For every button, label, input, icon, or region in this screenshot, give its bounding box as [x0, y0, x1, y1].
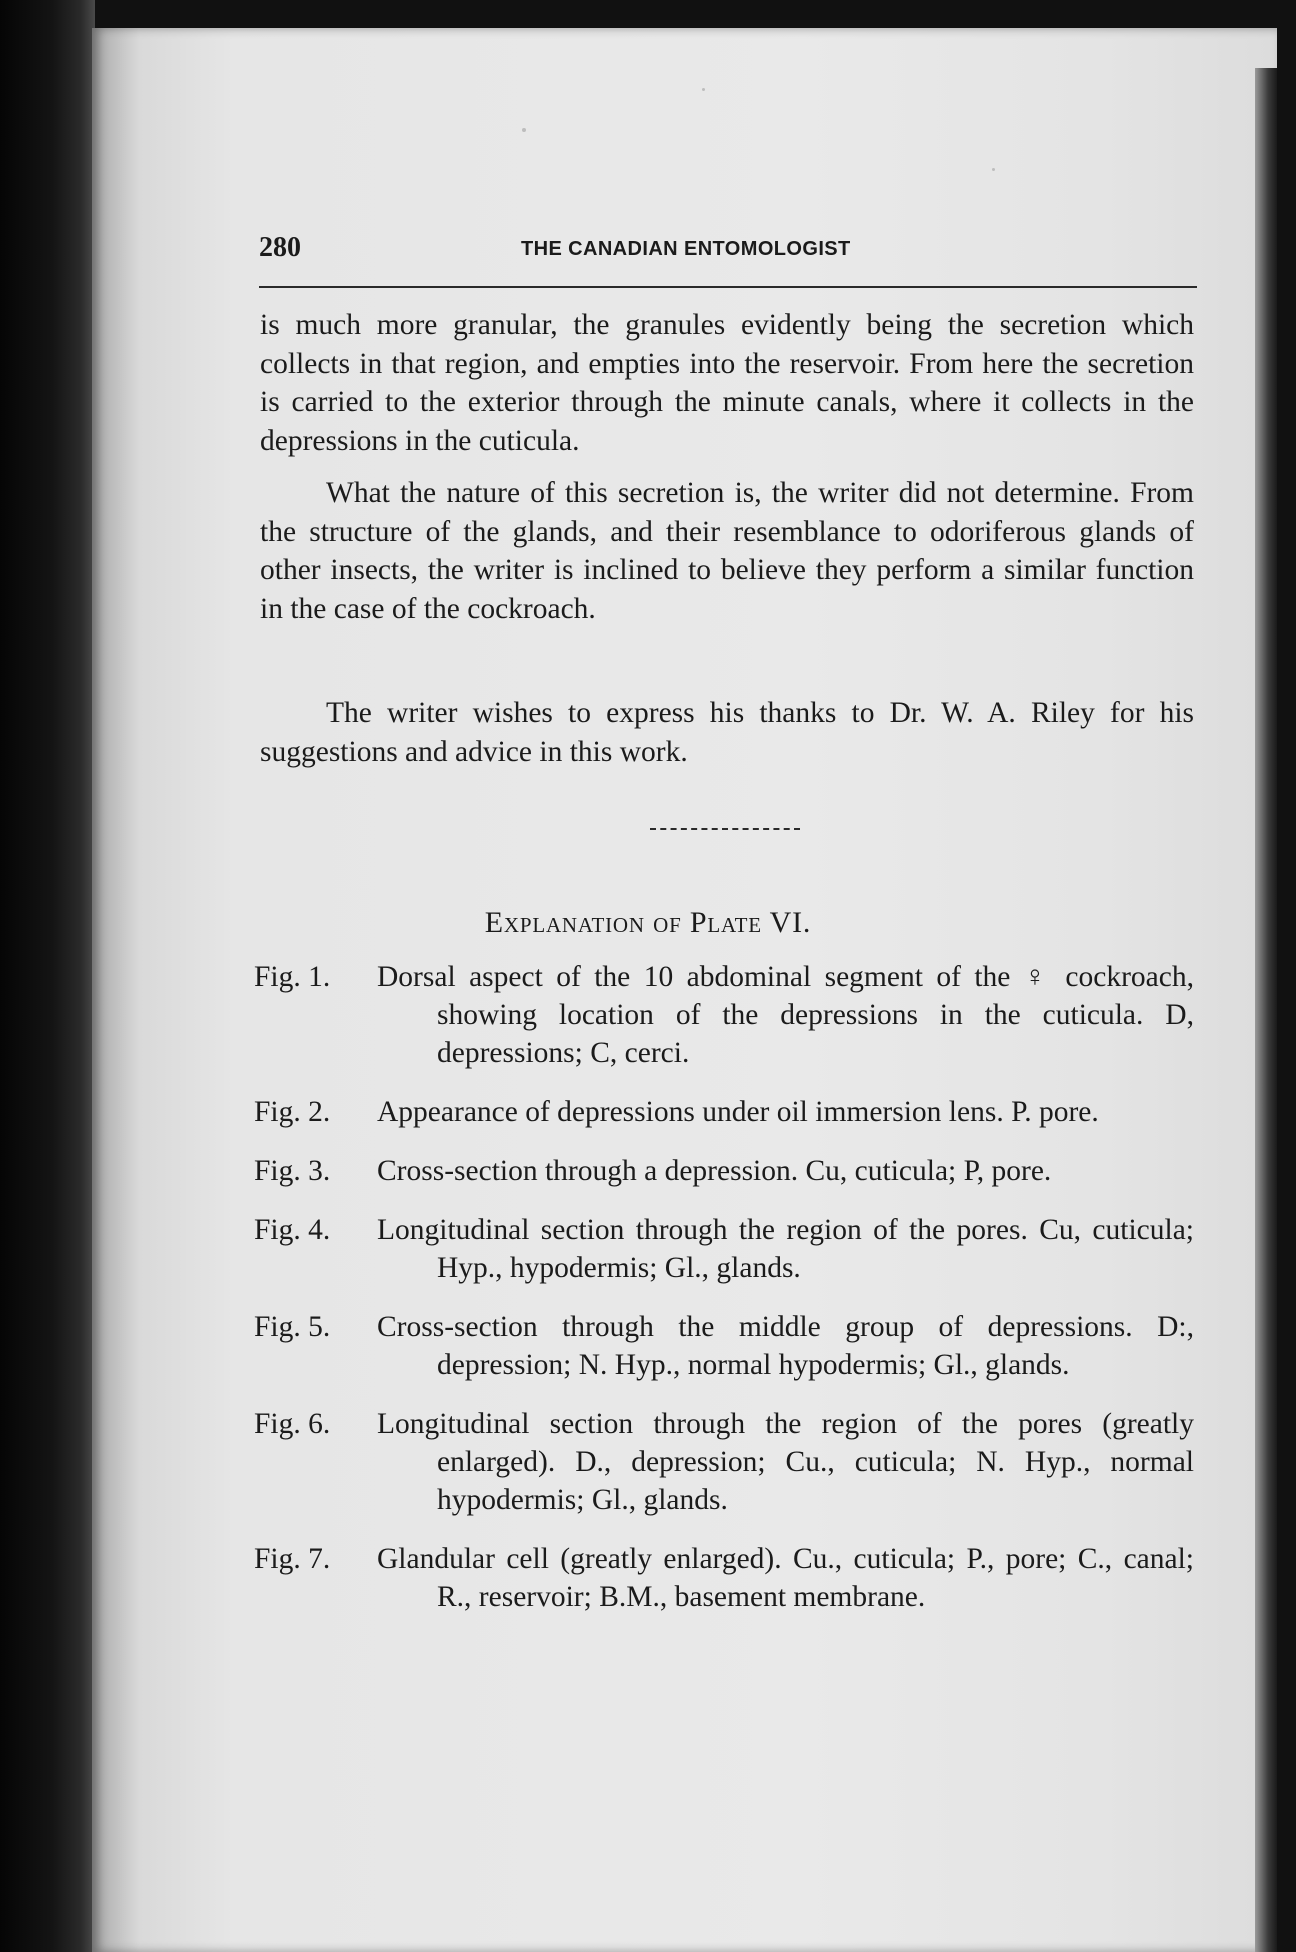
page-header	[259, 232, 1197, 268]
header-rule	[259, 286, 1197, 288]
dust-speck	[992, 168, 995, 171]
figure-caption: Cross-section through a depression. Cu, cuticula; P, pore.	[377, 1155, 1052, 1187]
figure-entry	[254, 1405, 1194, 1519]
figure-entry	[254, 1152, 1194, 1190]
figure-label: Fig. 5.	[254, 1311, 331, 1343]
paragraph-text: What the nature of this secretion is, the writer did not determine. From the structure of the glands, and their resemblance to odoriferous glands of other insects, the writer is inclined to believe they perform a similar function in the case of the cockroach.	[260, 477, 1194, 625]
figure-entry	[254, 958, 1194, 1072]
plate-title: Explanation of Plate VI.	[484, 906, 812, 939]
page-number: 280	[259, 232, 301, 263]
figure-label: Fig. 7.	[254, 1543, 331, 1575]
figure-entry	[254, 1093, 1194, 1131]
figure-label: Fig. 6.	[254, 1408, 331, 1440]
figure-caption: Longitudinal section through the region of the pores. Cu, cuticula; Hyp., hypodermis; Gl., glands.	[377, 1214, 1194, 1284]
figure-entry	[254, 1308, 1194, 1384]
section-divider	[650, 828, 800, 830]
dust-speck	[522, 128, 526, 132]
figure-label: Fig. 2.	[254, 1096, 331, 1128]
figure-caption: Glandular cell (greatly enlarged). Cu., cuticula; P., pore; C., canal; R., reservoir; B.M., basement membrane.	[377, 1543, 1194, 1613]
page-edge-shadow	[1255, 68, 1277, 1952]
paragraph-2	[260, 474, 1194, 628]
figure-label: Fig. 3.	[254, 1155, 331, 1187]
figure-caption: Appearance of depressions under oil immersion lens. P. pore.	[377, 1096, 1099, 1128]
figure-entry	[254, 1211, 1194, 1287]
figure-entry	[254, 1540, 1194, 1616]
figure-caption: Longitudinal section through the region of the pores (greatly enlarged). D., depression; Cu., cuticula; N. Hyp., normal hypodermis; Gl., glands.	[377, 1408, 1194, 1516]
paragraph-text: is much more granular, the granules evidently being the secretion which collects in that region, and empties into the reservoir. From here the secretion is carried to the exterior through the minute canals, where it collects in the depressions in the cuticula.	[260, 309, 1194, 457]
figure-caption: Dorsal aspect of the 10 abdominal segment of the ♀ cockroach, showing location of the depressions in the cuticula. D, depressions; C, cerci.	[377, 961, 1194, 1069]
paragraph-text: The writer wishes to express his thanks to Dr. W. A. Riley for his suggestions and advice in this work.	[260, 697, 1194, 768]
figure-label: Fig. 4.	[254, 1214, 331, 1246]
figure-caption: Cross-section through the middle group of depressions. D:, depression; N. Hyp., normal hypodermis; Gl., glands.	[377, 1311, 1194, 1381]
paragraph-1	[260, 306, 1194, 460]
figure-label: Fig. 1.	[254, 961, 331, 993]
dust-speck	[702, 88, 705, 91]
paragraph-3	[260, 694, 1194, 771]
scan-dark-margin	[0, 0, 95, 1952]
running-title: THE CANADIAN ENTOMOLOGIST	[521, 238, 851, 260]
figure-explanations	[254, 958, 1194, 1637]
